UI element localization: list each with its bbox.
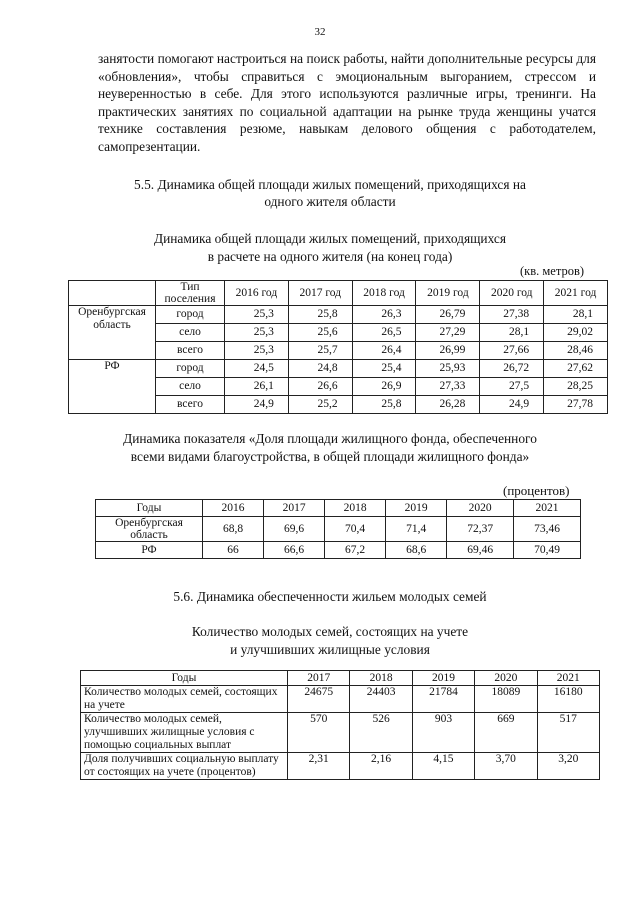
year-header: 2021 [537, 671, 599, 686]
years-header: Годы [96, 500, 203, 517]
value-cell: 526 [350, 713, 412, 753]
value-cell: 3,20 [537, 753, 599, 780]
value-cell: 27,38 [480, 306, 544, 324]
value-cell: 24403 [350, 686, 412, 713]
young-families-title-line1: Количество молодых семей, состоящих на учете [191, 624, 469, 639]
value-cell: 25,2 [288, 396, 352, 414]
value-cell: 517 [537, 713, 599, 753]
value-cell: 25,4 [352, 360, 416, 378]
indicator-title-line1: Динамика показателя «Доля площади жилищного фонда, обеспеченного [123, 431, 537, 446]
young-families-title-line2: и улучшивших жилищные условия [230, 641, 430, 657]
value-cell: 71,4 [386, 517, 447, 542]
indicator-title-line2: всеми видами благоустройства, в общей площади жилищного фонда» [130, 448, 530, 464]
row-label: Количество молодых семей, улучшивших жилищные условия с помощью социальных выплат [81, 713, 288, 753]
young-families-table [80, 670, 600, 780]
table-row [69, 306, 608, 324]
settlement-type-cell: всего [156, 396, 225, 414]
year-header: 2019 [386, 500, 447, 517]
value-cell: 16180 [537, 686, 599, 713]
section-5-6-heading: 5.6. Динамика обеспеченности жильем молодых семей [173, 589, 487, 604]
settlement-type-cell: всего [156, 342, 225, 360]
table-row [96, 517, 581, 542]
table-row [69, 360, 608, 378]
living-area-table-title-line1: Динамика общей площади жилых помещений, приходящихся [153, 231, 507, 246]
table-header-row [69, 281, 608, 306]
table-row [81, 753, 600, 780]
region-cell: Оренбургская область [69, 306, 156, 360]
value-cell: 26,28 [416, 396, 480, 414]
value-cell: 2,16 [350, 753, 412, 780]
row-label: Количество молодых семей, состоящих на учете [81, 686, 288, 713]
value-cell: 29,02 [544, 324, 608, 342]
value-cell: 67,2 [325, 542, 386, 559]
region-cell: РФ [69, 360, 156, 414]
value-cell: 25,8 [352, 396, 416, 414]
year-header: 2020 [475, 671, 537, 686]
value-cell: 26,72 [480, 360, 544, 378]
value-cell: 26,3 [352, 306, 416, 324]
year-header: 2021 год [544, 281, 608, 306]
value-cell: 3,70 [475, 753, 537, 780]
value-cell: 26,99 [416, 342, 480, 360]
value-cell: 21784 [412, 686, 474, 713]
table-row [81, 713, 600, 753]
value-cell: 66,6 [264, 542, 325, 559]
row-label: Оренбургская область [96, 517, 203, 542]
page-number: 32 [314, 26, 326, 38]
years-header: Годы [81, 671, 288, 686]
value-cell: 28,25 [544, 378, 608, 396]
settlement-type-cell: город [156, 360, 225, 378]
section-5-5-heading-line2: одного жителя области [264, 194, 396, 209]
value-cell: 26,9 [352, 378, 416, 396]
value-cell: 18089 [475, 686, 537, 713]
year-header: 2019 год [416, 281, 480, 306]
value-cell: 68,8 [203, 517, 264, 542]
living-area-table-title-line2: в расчете на одного жителя (на конец года) [207, 248, 453, 264]
value-cell: 27,78 [544, 396, 608, 414]
year-header: 2017 [264, 500, 325, 517]
indicator-title [60, 430, 600, 465]
value-cell: 28,1 [480, 324, 544, 342]
value-cell: 26,79 [416, 306, 480, 324]
value-cell: 27,33 [416, 378, 480, 396]
settlement-type-cell: город [156, 306, 225, 324]
table-header-row [96, 500, 581, 517]
year-header: 2016 год [225, 281, 289, 306]
value-cell: 70,49 [514, 542, 581, 559]
value-cell: 25,8 [288, 306, 352, 324]
empty-header-cell [69, 281, 156, 306]
value-cell: 570 [288, 713, 350, 753]
value-cell: 69,46 [447, 542, 514, 559]
value-cell: 27,66 [480, 342, 544, 360]
value-cell: 25,3 [225, 324, 289, 342]
year-header: 2021 [514, 500, 581, 517]
value-cell: 66 [203, 542, 264, 559]
value-cell: 24,9 [225, 396, 289, 414]
value-cell: 24,8 [288, 360, 352, 378]
table-row [81, 686, 600, 713]
value-cell: 69,6 [264, 517, 325, 542]
year-header: 2020 год [480, 281, 544, 306]
intro-paragraph: занятости помогают настроиться на поиск работы, найти дополнительные ресурсы для «обновления», чтобы справиться с эмоциональным выгоранием, стрессом и неуверенностью в себе. Для этого используются различные игры, тренинги. На практических занятиях по социальной адаптации на рынке труда женщины учатся технике составления резюме, навыкам делового общения с работодателем, самопрезентации. [98, 51, 596, 154]
value-cell: 669 [475, 713, 537, 753]
living-area-unit: (кв. метров) [520, 264, 585, 278]
value-cell: 2,31 [288, 753, 350, 780]
value-cell: 73,46 [514, 517, 581, 542]
year-header: 2017 [288, 671, 350, 686]
indicator-unit: (процентов) [503, 483, 570, 498]
value-cell: 26,4 [352, 342, 416, 360]
value-cell: 25,7 [288, 342, 352, 360]
table-row [96, 542, 581, 559]
value-cell: 28,46 [544, 342, 608, 360]
indicator-table [95, 499, 581, 559]
value-cell: 24675 [288, 686, 350, 713]
section-5-5-heading [60, 176, 600, 210]
section-5-5-heading-line1: 5.5. Динамика общей площади жилых помещений, приходящихся на [134, 177, 526, 192]
value-cell: 27,62 [544, 360, 608, 378]
value-cell: 25,6 [288, 324, 352, 342]
table-header-row [81, 671, 600, 686]
year-header: 2017 год [288, 281, 352, 306]
row-label: РФ [96, 542, 203, 559]
year-header: 2019 [412, 671, 474, 686]
value-cell: 25,3 [225, 306, 289, 324]
living-area-table-title [60, 230, 600, 265]
year-header: 2018 год [352, 281, 416, 306]
value-cell: 26,6 [288, 378, 352, 396]
value-cell: 70,4 [325, 517, 386, 542]
value-cell: 25,93 [416, 360, 480, 378]
value-cell: 27,5 [480, 378, 544, 396]
value-cell: 24,5 [225, 360, 289, 378]
settlement-type-cell: село [156, 378, 225, 396]
year-header: 2018 [350, 671, 412, 686]
settlement-type-header: Тип поселения [156, 281, 225, 306]
value-cell: 72,37 [447, 517, 514, 542]
value-cell: 28,1 [544, 306, 608, 324]
value-cell: 26,1 [225, 378, 289, 396]
value-cell: 27,29 [416, 324, 480, 342]
living-area-table [68, 280, 608, 414]
value-cell: 24,9 [480, 396, 544, 414]
year-header: 2018 [325, 500, 386, 517]
value-cell: 26,5 [352, 324, 416, 342]
value-cell: 25,3 [225, 342, 289, 360]
year-header: 2020 [447, 500, 514, 517]
young-families-table-title [60, 623, 600, 658]
year-header: 2016 [203, 500, 264, 517]
value-cell: 903 [412, 713, 474, 753]
value-cell: 4,15 [412, 753, 474, 780]
row-label: Доля получивших социальную выплату от состоящих на учете (процентов) [81, 753, 288, 780]
settlement-type-cell: село [156, 324, 225, 342]
value-cell: 68,6 [386, 542, 447, 559]
